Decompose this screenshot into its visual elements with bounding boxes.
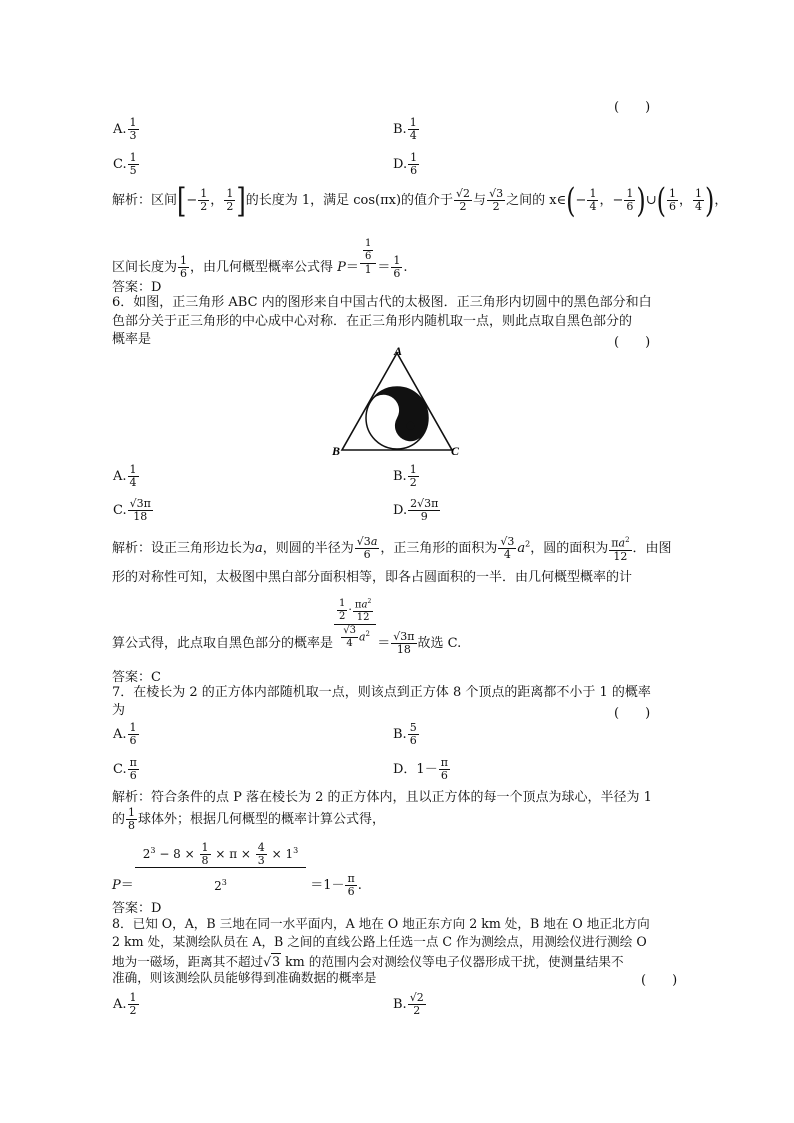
q7-option-a: A. $\frac{1}{6}$ [113,721,137,747]
vertex-label-b: B [332,444,341,458]
q8-option-b: B. $\frac{√2}{2}$ [393,991,424,1017]
q6-solution-line3: 算公式得，此点取自黑色部分的概率是 $\frac{1}{2}$ · $\frac{\pi a^2}{12}$ $\frac{√3}{4}$ $a^2$ ＝ $\frac{√3\pi}{18}$ 故选 C. [112,597,462,656]
q8-text-line2: 2 km 处，某测绘队员在 A，B 之间的直线公路上任选一点 C 作为测绘点，用测绘仪进行测绘 O [112,934,647,949]
q5-solution-line1: 解析：区间[− $\frac{1}{2}$ ， $\frac{1}{2}$ ]的长度为 1，满足 cos(πx)的值介于 $\frac{√2}{2}$ 与 $\frac{√3}{2}$ 之间的 x∈(− $\frac{1}{4}$ ，− $\frac{1}{6}$ )∪( $\frac{1}{6}$ ， $\frac{1}{4}$ )， [112,180,728,221]
q6-text-line2: 色部分关于正三角形的中心成中心对称．在正三角形内随机取一点，则此点取自黑色部分的 [112,314,633,329]
q5-answer-paren: ( ) [614,100,651,115]
q7-answer: 答案：D [112,901,162,916]
q8-answer-paren: ( ) [641,973,678,988]
q7-formula: P＝ $2^3 - 8$ × $\frac{1}{8}$ × π × $\frac{4}{3}$ × $1^3$ $2^3$ ＝1－ $\frac{\pi}{6}$ . [112,841,362,898]
q5-answer: 答案：D [112,280,162,295]
q7-solution-line2: 的 $\frac{1}{8}$ 球体外；根据几何概型的概率计算公式得， [112,806,386,832]
q8-text-line1: 8．已知 O，A，B 三地在同一水平面内，A 地在 O 地正东方向 2 km 处，B 地在 O 地正北方向 [112,916,650,931]
vertex-label-a: A [394,344,403,358]
q5-solution-line2: 区间长度为 $\frac{1}{6}$ ，由几何概型概率公式得 P＝ $\frac{\frac{1}{6}}{1}$ ＝ $\frac{1}{6}$ . [112,238,408,280]
q5-option-a: A. $\frac{1}{3}$ [113,116,137,142]
q5-option-d: D. $\frac{1}{6}$ [393,151,418,177]
q7-option-c: C. $\frac{\pi}{6}$ [113,756,137,782]
q6-text-line1: 6．如图，正三角形 ABC 内的图形来自中国古代的太极图．正三角形内切圆中的黑色部分和白 [112,295,652,310]
q6-answer-paren: ( ) [614,335,651,350]
q5-option-b: B. $\frac{1}{4}$ [393,116,417,142]
q5-option-c: C. $\frac{1}{5}$ [113,151,137,177]
taiji-symbol [362,376,439,449]
q7-text-line2: 为 [112,703,126,718]
q7-option-d: D．1－ $\frac{\pi}{6}$ [393,756,448,782]
q6-answer: 答案：C [112,670,161,685]
q7-text-line1: 7．在棱长为 2 的正方体内部随机取一点，则该点到正方体 8 个顶点的距离都不小于 1 的概率 [112,685,651,700]
q7-option-b: B. $\frac{5}{6}$ [393,721,417,747]
q7-answer-paren: ( ) [614,706,651,721]
q6-option-b: B. $\frac{1}{2}$ [393,463,417,489]
q8-text-line4: 准确，则该测绘队员能够得到准确数据的概率是 [112,970,377,985]
q7-solution-line1: 解析：符合条件的点 P 落在棱长为 2 的正方体内，且以正方体的每一个顶点为球心，半径为 1 [112,790,652,805]
q8-text-line3: 地为一磁场，距离其不超过√3 km 的范围内会对测绘仪等电子仪器形成干扰，使测量结果不 [112,954,624,969]
taiji-triangle-figure [330,342,465,462]
vertex-label-c: C [451,444,460,458]
q6-option-d: D. $\frac{2√3\pi}{9}$ [393,497,439,523]
q8-option-a: A. $\frac{1}{2}$ [113,991,137,1017]
q6-solution-line2: 形的对称性可知，太极图中黑白部分面积相等，即各占圆面积的一半．由几何概型概率的计 [112,570,633,585]
q6-solution-line1: 解析：设正三角形边长为a，则圆的半径为 $\frac{√3a}{6}$ ，正三角形的面积为 $\frac{√3}{4}$ $a^2$，圆的面积为 $\frac{\pi a^2}{12}$ ．由图 [112,534,672,563]
q6-option-c: C. $\frac{√3\pi}{18}$ [113,497,151,523]
q6-text-line3: 概率是 [112,332,152,347]
q6-option-a: A. $\frac{1}{4}$ [113,463,137,489]
